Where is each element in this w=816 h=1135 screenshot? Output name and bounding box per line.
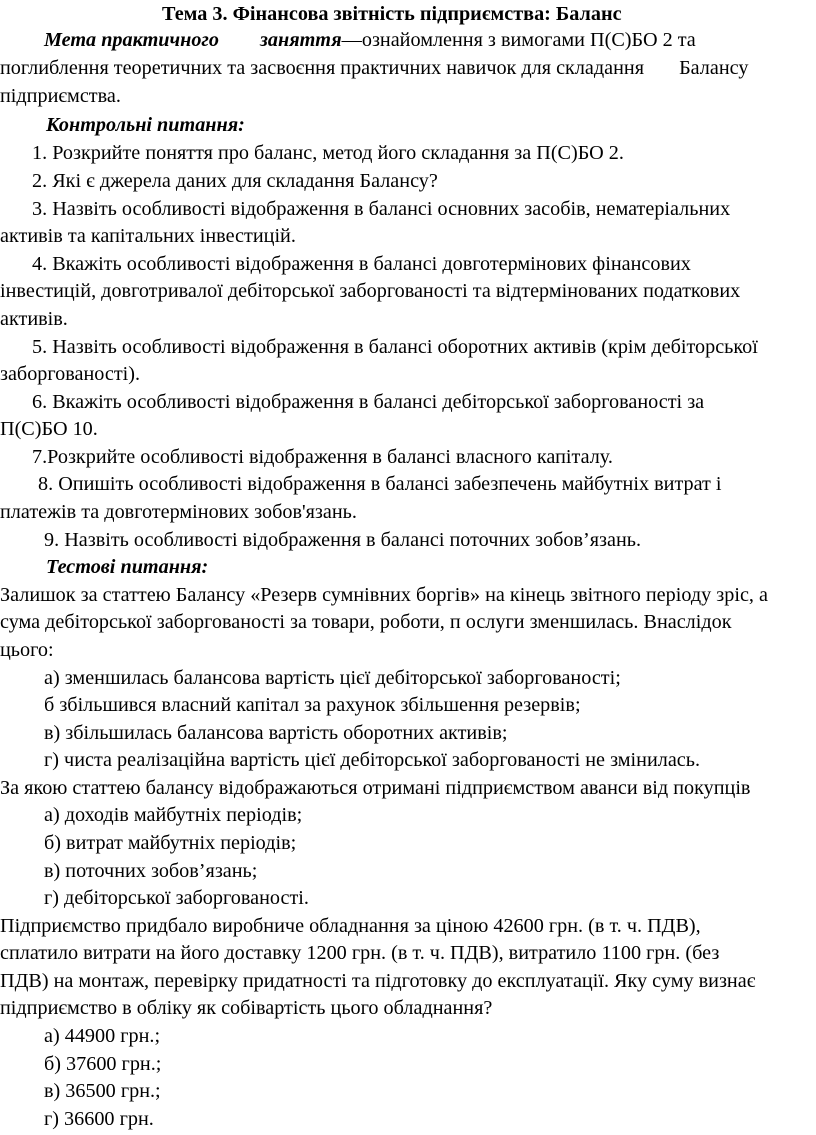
purpose-line-1: [44, 26, 696, 54]
test3-option-d: г) 36600 грн.: [44, 1108, 154, 1130]
purpose-text-2: поглиблення теоретичних та засвоєння практичних навичок для складання: [0, 57, 645, 79]
test3-option-b: б) 37600 грн.;: [44, 1053, 162, 1075]
purpose-line-2: [0, 54, 748, 82]
test3-option-a: а) 44900 грн.;: [44, 1025, 161, 1047]
control-q3: 3. Назвіть особливості відображення в балансі основних засобів, нематеріальних: [32, 198, 731, 220]
test3-stem-4: підприємство в обліку як собівартість цього обладнання?: [0, 997, 493, 1019]
tests-heading: Тестові питання:: [46, 556, 209, 578]
control-q4: 4. Вкажіть особливості відображення в балансі довготермінових фінансових: [32, 253, 691, 275]
control-q6-cont: П(С)БО 10.: [0, 418, 98, 440]
test1-stem-2: сума дебіторської заборгованості за товари, роботи, п ослуги зменшилась. Внаслідок: [0, 611, 732, 633]
test3-option-c: в) 36500 грн.;: [44, 1080, 161, 1102]
control-q4-cont-2: активів.: [0, 308, 68, 330]
test1-option-a: а) зменшилась балансова вартість цієї дебіторської заборгованості;: [44, 667, 621, 689]
test1-option-c: в) збільшилась балансова вартість оборотних активів;: [44, 722, 508, 744]
control-q5-cont: заборгованості).: [0, 363, 141, 385]
control-q7: 7.Розкрийте особливості відображення в балансі власного капіталу.: [32, 446, 613, 468]
control-q4-cont-1: інвестицій, довготривалої дебіторської заборгованості та відтермінованих податкових: [0, 280, 741, 302]
test3-stem-2: сплатило витрати на його доставку 1200 грн. (в т. ч. ПДВ), витратило 1100 грн. (без: [0, 942, 720, 964]
test2-option-a: а) доходів майбутніх періодів;: [44, 804, 303, 826]
control-q9: 9. Назвіть особливості відображення в балансі поточних зобов’язань.: [44, 529, 641, 551]
control-q5: 5. Назвіть особливості відображення в балансі оборотних активів (крім дебіторської: [32, 336, 758, 358]
purpose-label-lesson: заняття: [260, 29, 342, 51]
control-q1: 1. Розкрийте поняття про баланс, метод його складання за П(С)БО 2.: [32, 142, 624, 164]
control-q3-cont: активів та капітальних інвестицій.: [0, 225, 296, 247]
test1-stem-3: цього:: [0, 639, 54, 661]
purpose-label-practical: Мета практичного: [44, 29, 219, 51]
purpose-text-1: ознайомлення з вимогами П(С)БО 2 та: [361, 29, 696, 51]
control-q2: 2. Які є джерела даних для складання Балансу?: [32, 170, 438, 192]
control-q8-cont: платежів та довготермінових зобов'язань.: [0, 501, 357, 523]
purpose-dash: —: [341, 29, 362, 51]
test1-option-b: б збільшився власний капітал за рахунок збільшення резервів;: [44, 694, 581, 716]
test3-stem-1: Підприємство придбало виробниче обладнання за ціною 42600 грн. (в т. ч. ПДВ),: [0, 915, 701, 937]
test1-option-d: г) чиста реалізаційна вартість цієї дебіторської заборгованості не змінилась.: [44, 749, 700, 771]
purpose-line-3: підприємства.: [0, 85, 121, 107]
page-title: Тема 3. Фінансова звітність підприємства: Баланс: [162, 3, 622, 25]
test2-option-b: б) витрат майбутніх періодів;: [44, 832, 297, 854]
purpose-text-2-end: Балансу: [679, 57, 749, 79]
test2-option-d: г) дебіторської заборгованості.: [44, 887, 309, 909]
test2-option-c: в) поточних зобов’язань;: [44, 860, 258, 882]
test3-stem-3: ПДВ) на монтаж, перевірку придатності та підготовку до експлуатації. Яку суму визнає: [0, 970, 756, 992]
test1-stem-1: Залишок за статтею Балансу «Резерв сумнівних боргів» на кінець звітного періоду зріс, а: [0, 584, 768, 606]
control-heading: Контрольні питання:: [46, 114, 245, 136]
control-q6: 6. Вкажіть особливості відображення в балансі дебіторської заборгованості за: [32, 391, 705, 413]
test2-stem-1: За якою статтею балансу відображаються отримані підприємством аванси від покупців: [0, 777, 751, 799]
control-q8: 8. Опишіть особливості відображення в балансі забезпечень майбутніх витрат і: [38, 473, 722, 495]
